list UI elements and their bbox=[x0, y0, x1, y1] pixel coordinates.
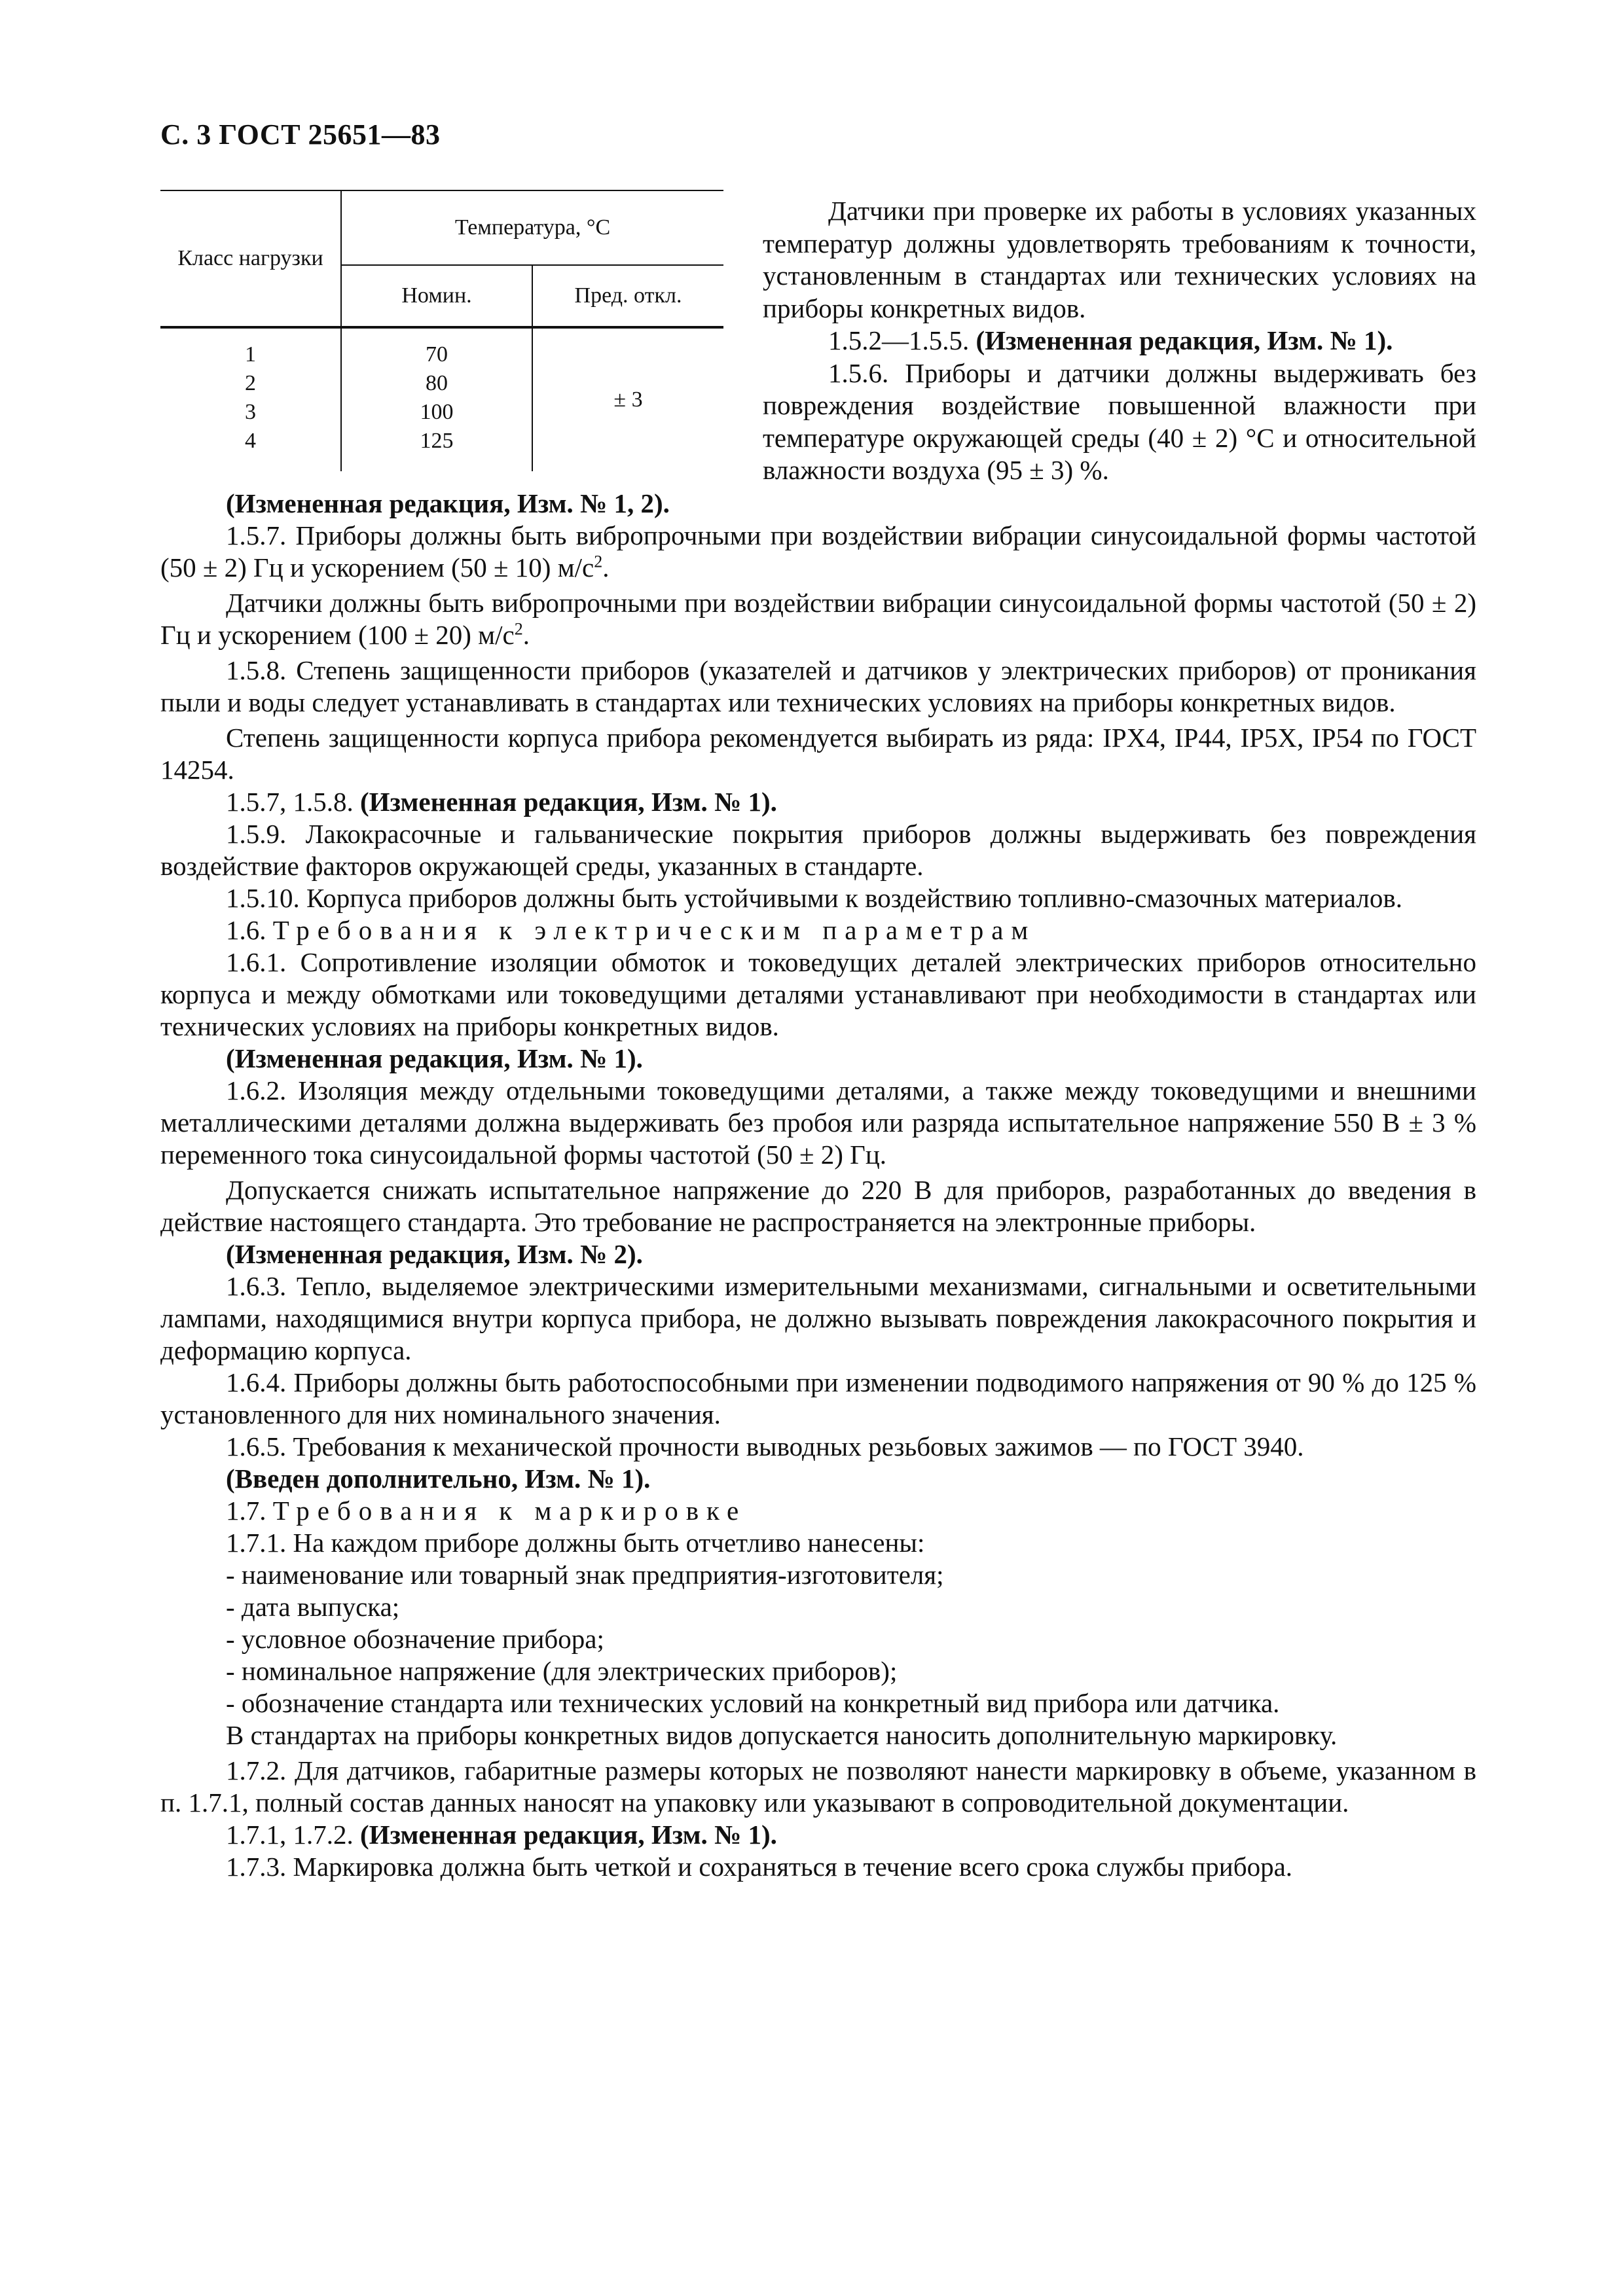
table-header-nominal: Номин. bbox=[341, 265, 532, 327]
right-column-text bbox=[763, 195, 1476, 487]
table-header-temperature: Температура, °С bbox=[341, 190, 723, 265]
paragraph: 1.6.4. Приборы должны быть работоспособными при изменении подводимого напряжения от 90 % до 125 % установленного для них номинального значения. bbox=[160, 1367, 1476, 1429]
marking-list bbox=[160, 1559, 1476, 1719]
list-item: - условное обозначение прибора; bbox=[226, 1624, 604, 1654]
paragraph: 1.5.9. Лакокрасочные и гальванические покрытия приборов должны выдерживать без повреждения воздействие факторов окружающей среды, указанных в стандарте. bbox=[160, 819, 1476, 881]
paragraph: 1.5.8. Степень защищенности приборов (указателей и датчиков у электрических приборов) от проникания пыли и воды следует устанавливать в стандартах или технических условиях на приборы конкретных видов. bbox=[160, 655, 1476, 717]
paragraph: 1.5.6. Приборы и датчики должны выдерживать без повреждения воздействие повышенной влажности при температуре окружающей среды (40 ± 2) °С и относительной влажности воздуха (95 ± 3) %. bbox=[763, 357, 1476, 485]
clause-number: 1.5.7, 1.5.8. bbox=[226, 787, 354, 817]
amendment-note: (Измененная редакция, Изм. № 1, 2). bbox=[226, 488, 670, 518]
list-item: - номинальное напряжение (для электрических приборов); bbox=[226, 1656, 898, 1686]
paragraph: Допускается снижать испытательное напряжение до 220 В для приборов, разработанных до введения в действие настоящего стандарта. Это требование не распространяется на электронные приборы. bbox=[160, 1175, 1476, 1237]
table-cell-deviation: ± 3 bbox=[613, 387, 643, 412]
page-header: С. 3 ГОСТ 25651—83 bbox=[160, 118, 441, 151]
table-header-class: Класс нагрузки bbox=[160, 190, 341, 327]
table-header-deviation: Пред. откл. bbox=[532, 265, 723, 327]
amendment-note: (Измененная редакция, Изм. № 1). bbox=[226, 1043, 643, 1073]
paragraph: Датчики при проверке их работы в условиях указанных температур должны удовлетворять требованиям к точности, установленным в стандартах или технических условиях на приборы конкретных видов. bbox=[763, 196, 1476, 323]
table-cell-classes: 1 2 3 4 bbox=[160, 327, 341, 471]
section-title: Требования к маркировке bbox=[272, 1496, 747, 1526]
main-text: (Измененная редакция, Изм. № 1, 2). 1.5.7. Приборы должны быть вибропрочными при воздействии вибрации синусоидальной формы частотой (50 ± 2) Гц и ускорением (50 ± 10) $м/с^2$. Датчики должны быть вибропрочными при воздействии вибрации синусоидальной формы частотой (50 ± 2) Гц и ускорением (100 ± 20) $м/с^2$. 1.5.8. Степень защищенности приборов (указателей и датчиков у электрических приборов) от проникания пыли и воды следует устанавливать в стандартах или технических условиях на приборы конкретных видов. Степень защищенности корпуса прибора рекомендуется выбирать из ряда: IPX4, IP44, IP5X, IP54 по ГОСТ 14254. 1.5.7, 1.5.8. (Измененная редакция, Изм. № 1). 1.5.9. Лакокрасочные и гальванические покрытия приборов должны выдерживать без повреждения воздействие факторов окружающей среды, указанных в стандарте. 1.5.10. Корпуса приборов должны быть устойчивыми к воздействию топливно-смазочных материалов. 1.6. Требования к электрическим параметрам 1.6.1. Сопротивление изоляции обмоток и токоведущих деталей электрических приборов относительно корпуса и между обмотками или токоведущими деталями устанавливают при необходимости в стандартах или технических условиях на приборы конкретных видов. (Измененная редакция, Изм. № 1). 1.6.2. Изоляция между отдельными токоведущими деталями, а также между токоведущими и внешними металлическими деталями должна выдерживать без пробоя или разряда испытательное напряжение 550 В ± 3 % переменного тока синусоидальной формы частотой (50 ± 2) Гц. Допускается снижать испытательное напряжение до 220 В для приборов, разработанных до введения в действие настоящего стандарта. Это требование не распространяется на электронные приборы. (Измененная редакция, Изм. № 2). 1.6.3. Тепло, выделяемое электрическими измерительными механизмами, сигнальными и осветительными лампами, находящимися внутри корпуса прибора, не должно вызывать повреждения лакокрасочного покрытия и деформацию корпуса. 1.6.4. Приборы должны быть работоспособными при изменении подводимого напряжения от 90 % до 125 % установленного для них номинального значения. 1.6.5. Требования к механической прочности выводных резьбовых зажимов — по ГОСТ 3940. (Введен дополнительно, Изм. № 1). 1.7. Требования к маркировке 1.7.1. На каждом приборе должны быть отчетливо нанесены: - наименование или товарный знак предприятия-изготовителя; - дата выпуска; - условное обозначение прибора; - номинальное напряжение (для электрических приборов); - обозначение стандарта или технических условий на конкретный вид прибора или датчика. В стандартах на приборы конкретных видов допускается наносить дополнительную маркировку. 1.7.2. Для датчиков, габаритные размеры которых не позволяют нанести маркировку в объеме, указанном в п. 1.7.1, полный состав данных наносят на упаковку или указывают в сопроводительной документации. 1.7.1, 1.7.2. (Измененная редакция, Изм. № 1). 1.7.3. Маркировка должна быть четкой и сохраняться в течение всего срока службы прибора. bbox=[160, 488, 1476, 1882]
paragraph: 1.7.3. Маркировка должна быть четкой и сохраняться в течение всего срока службы прибора. bbox=[226, 1852, 1293, 1882]
paragraph: 1.5.7. Приборы должны быть вибропрочными при воздействии вибрации синусоидальной формы частотой (50 ± 2) Гц и ускорением (50 ± 10) м/с bbox=[160, 520, 1476, 583]
paragraph: 1.7.1. На каждом приборе должны быть отчетливо нанесены: bbox=[226, 1528, 925, 1558]
amendment-note: (Измененная редакция, Изм. № 1). bbox=[976, 325, 1393, 355]
paragraph: Датчики должны быть вибропрочными при воздействии вибрации синусоидальной формы частотой (50 ± 2) Гц и ускорением (100 ± 20) м/с bbox=[160, 588, 1476, 650]
paragraph: 1.6.1. Сопротивление изоляции обмоток и токоведущих деталей электрических приборов относительно корпуса и между обмотками или токоведущими деталями устанавливают при необходимости в стандартах или технических условиях на приборы конкретных видов. bbox=[160, 947, 1476, 1041]
paragraph: 1.5.10. Корпуса приборов должны быть устойчивыми к воздействию топливно-смазочных материалов. bbox=[226, 883, 1402, 913]
paragraph: 1.7.2. Для датчиков, габаритные размеры которых не позволяют нанести маркировку в объеме, указанном в п. 1.7.1, полный состав данных наносят на упаковку или указывают в сопроводительной документации. bbox=[160, 1755, 1476, 1818]
amendment-note: (Измененная редакция, Изм. № 1). bbox=[360, 787, 777, 817]
clause-number: 1.5.2—1.5.5. bbox=[828, 325, 970, 355]
amendment-note: (Измененная редакция, Изм. № 1). bbox=[360, 1820, 777, 1850]
amendment-note: (Измененная редакция, Изм. № 2). bbox=[226, 1239, 643, 1269]
load-class-table bbox=[160, 190, 723, 471]
clause-number: 1.7.1, 1.7.2. bbox=[226, 1820, 354, 1850]
amendment-note: (Введен дополнительно, Изм. № 1). bbox=[226, 1463, 651, 1494]
list-item: - дата выпуска; bbox=[226, 1592, 400, 1622]
section-number: 1.6. bbox=[226, 915, 266, 945]
paragraph: Степень защищенности корпуса прибора рекомендуется выбирать из ряда: IPX4, IP44, IP5X, IP54 по ГОСТ 14254. bbox=[160, 723, 1476, 785]
paragraph: 1.6.2. Изоляция между отдельными токоведущими деталями, а также между токоведущими и внешними металлическими деталями должна выдерживать без пробоя или разряда испытательное напряжение 550 В ± 3 % переменного тока синусоидальной формы частотой (50 ± 2) Гц. bbox=[160, 1075, 1476, 1170]
list-item: - обозначение стандарта или технических условий на конкретный вид прибора или датчика. bbox=[226, 1688, 1280, 1718]
list-item: - наименование или товарный знак предприятия-изготовителя; bbox=[226, 1560, 944, 1590]
section-title: Требования к электрическим параметрам bbox=[272, 915, 1036, 945]
paragraph: 1.6.3. Тепло, выделяемое электрическими измерительными механизмами, сигнальными и осветительными лампами, находящимися внутри корпуса прибора, не должно вызывать повреждения лакокрасочного покрытия и деформацию корпуса. bbox=[160, 1271, 1476, 1365]
section-number: 1.7. bbox=[226, 1496, 266, 1526]
table-cell-nominals: 70 80 100 125 bbox=[341, 327, 532, 471]
paragraph: 1.6.5. Требования к механической прочности выводных резьбовых зажимов — по ГОСТ 3940. bbox=[226, 1431, 1304, 1462]
paragraph: В стандартах на приборы конкретных видов допускается наносить дополнительную маркировку. bbox=[226, 1720, 1338, 1750]
